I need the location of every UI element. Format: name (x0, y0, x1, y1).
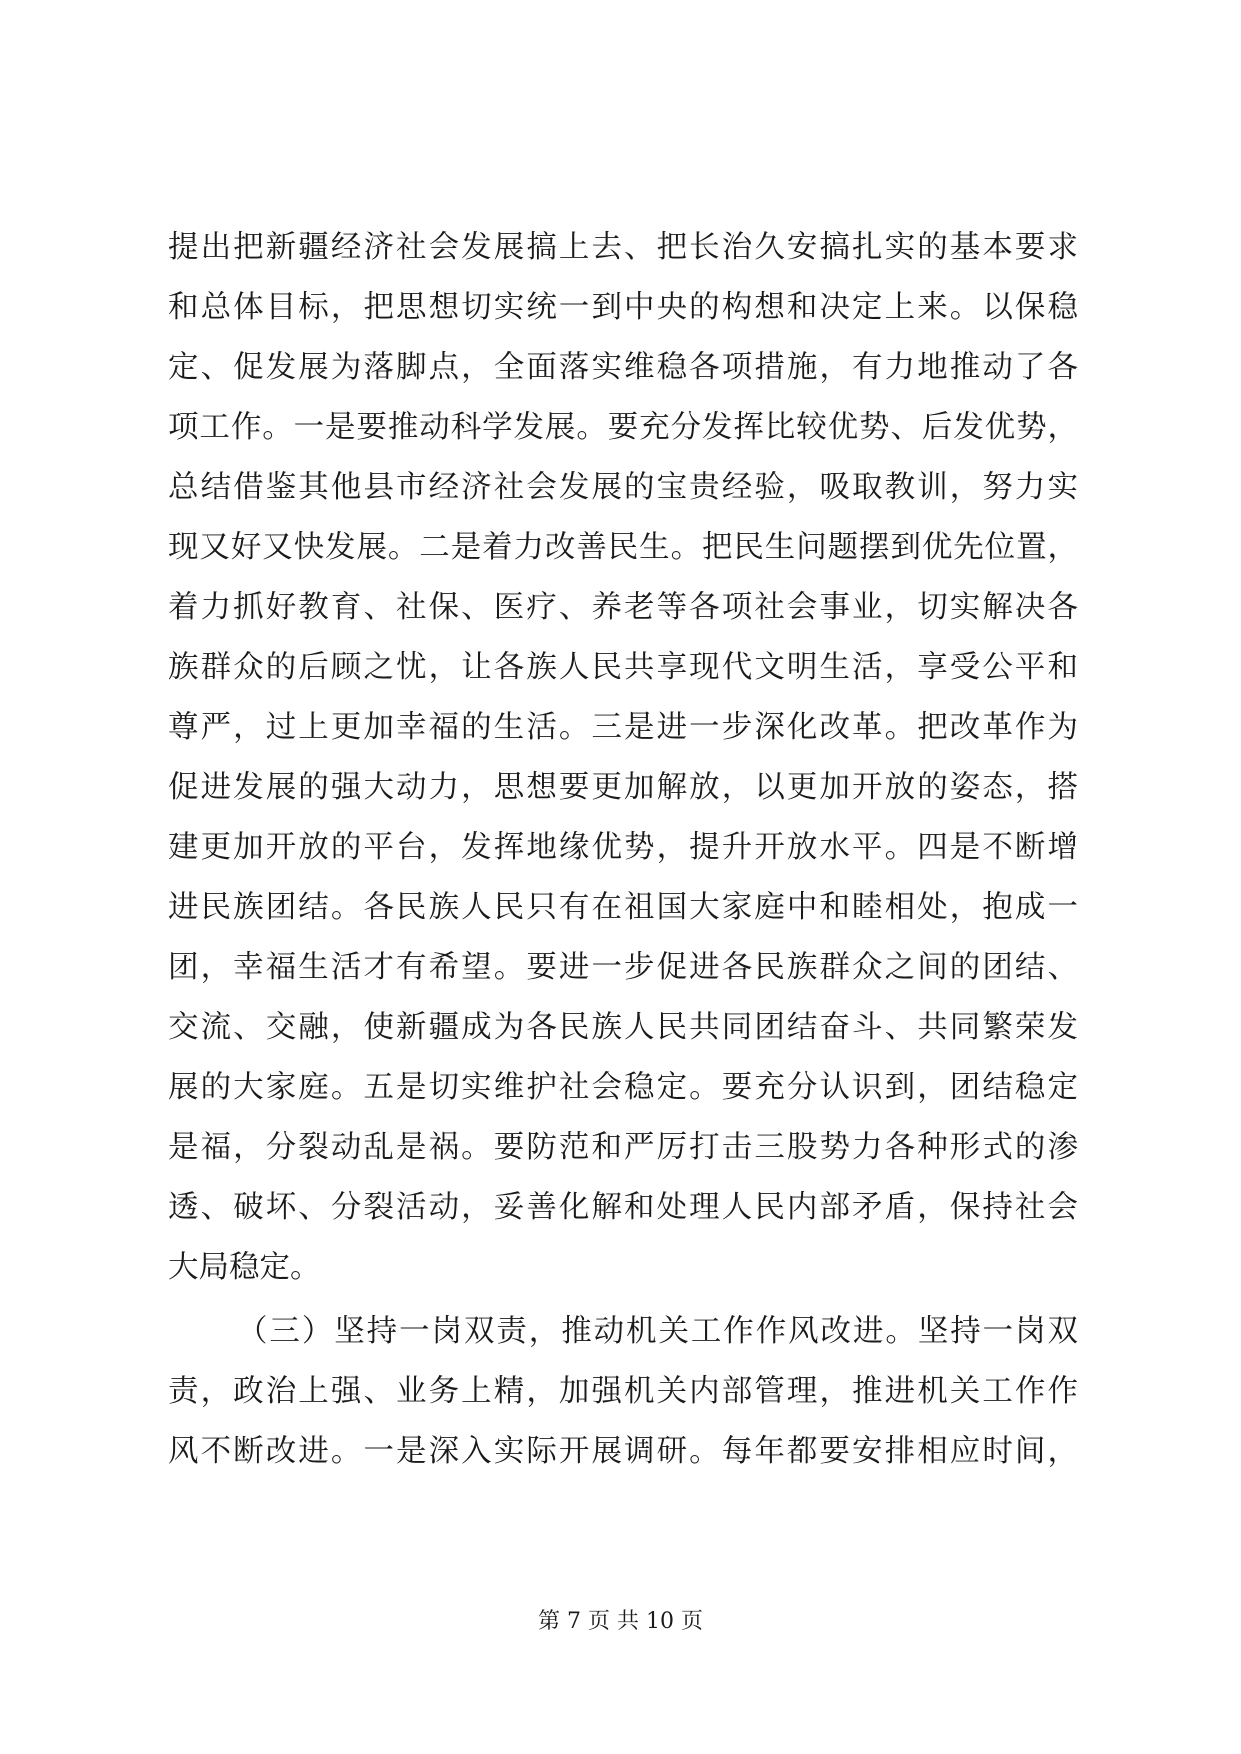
paragraph-1 (168, 218, 1078, 1298)
text-line: 现又好又快发展。二是着力改善民生。把民生问题摆到优先位置， (168, 530, 1078, 565)
text-line: 定、促发展为落脚点，全面落实维稳各项措施，有力地推动了各 (168, 350, 1078, 385)
text-line: 透、破坏、分裂活动，妥善化解和处理人民内部矛盾，保持社会 (168, 1190, 1078, 1225)
text-line: 展的大家庭。五是切实维护社会稳定。要充分认识到，团结稳定 (168, 1070, 1078, 1105)
text-line: 总结借鉴其他县市经济社会发展的宝贵经验，吸取教训，努力实 (168, 470, 1078, 505)
paragraph-2 (168, 1302, 1078, 1482)
document-body (168, 218, 1078, 1482)
text-line: （三）坚持一岗双责，推动机关工作作风改进。坚持一岗双 (237, 1314, 1078, 1349)
page-number-footer: 第 7 页 共 10 页 (538, 1609, 703, 1634)
text-line: 是福，分裂动乱是祸。要防范和严厉打击三股势力各种形式的渗 (168, 1130, 1078, 1165)
text-line: 大局稳定。 (168, 1250, 321, 1285)
text-line: 提出把新疆经济社会发展搞上去、把长治久安搞扎实的基本要求 (168, 230, 1078, 265)
text-line: 尊严，过上更加幸福的生活。三是进一步深化改革。把改革作为 (168, 710, 1078, 745)
text-line: 和总体目标，把思想切实统一到中央的构想和决定上来。以保稳 (168, 290, 1078, 325)
text-line: 促进发展的强大动力，思想要更加解放，以更加开放的姿态，搭 (168, 770, 1078, 805)
text-line: 着力抓好教育、社保、医疗、养老等各项社会事业，切实解决各 (168, 590, 1078, 625)
text-line: 责，政治上强、业务上精，加强机关内部管理，推进机关工作作 (168, 1374, 1078, 1409)
text-line: 族群众的后顾之忧，让各族人民共享现代文明生活，享受公平和 (168, 650, 1078, 685)
text-line: 交流、交融，使新疆成为各民族人民共同团结奋斗、共同繁荣发 (168, 1010, 1078, 1045)
text-line: 项工作。一是要推动科学发展。要充分发挥比较优势、后发优势， (168, 410, 1078, 445)
text-line: 建更加开放的平台，发挥地缘优势，提升开放水平。四是不断增 (168, 830, 1078, 865)
text-line: 团，幸福生活才有希望。要进一步促进各民族群众之间的团结、 (168, 950, 1078, 985)
text-line: 进民族团结。各民族人民只有在祖国大家庭中和睦相处，抱成一 (168, 890, 1078, 925)
text-line: 风不断改进。一是深入实际开展调研。每年都要安排相应时间， (168, 1434, 1078, 1469)
